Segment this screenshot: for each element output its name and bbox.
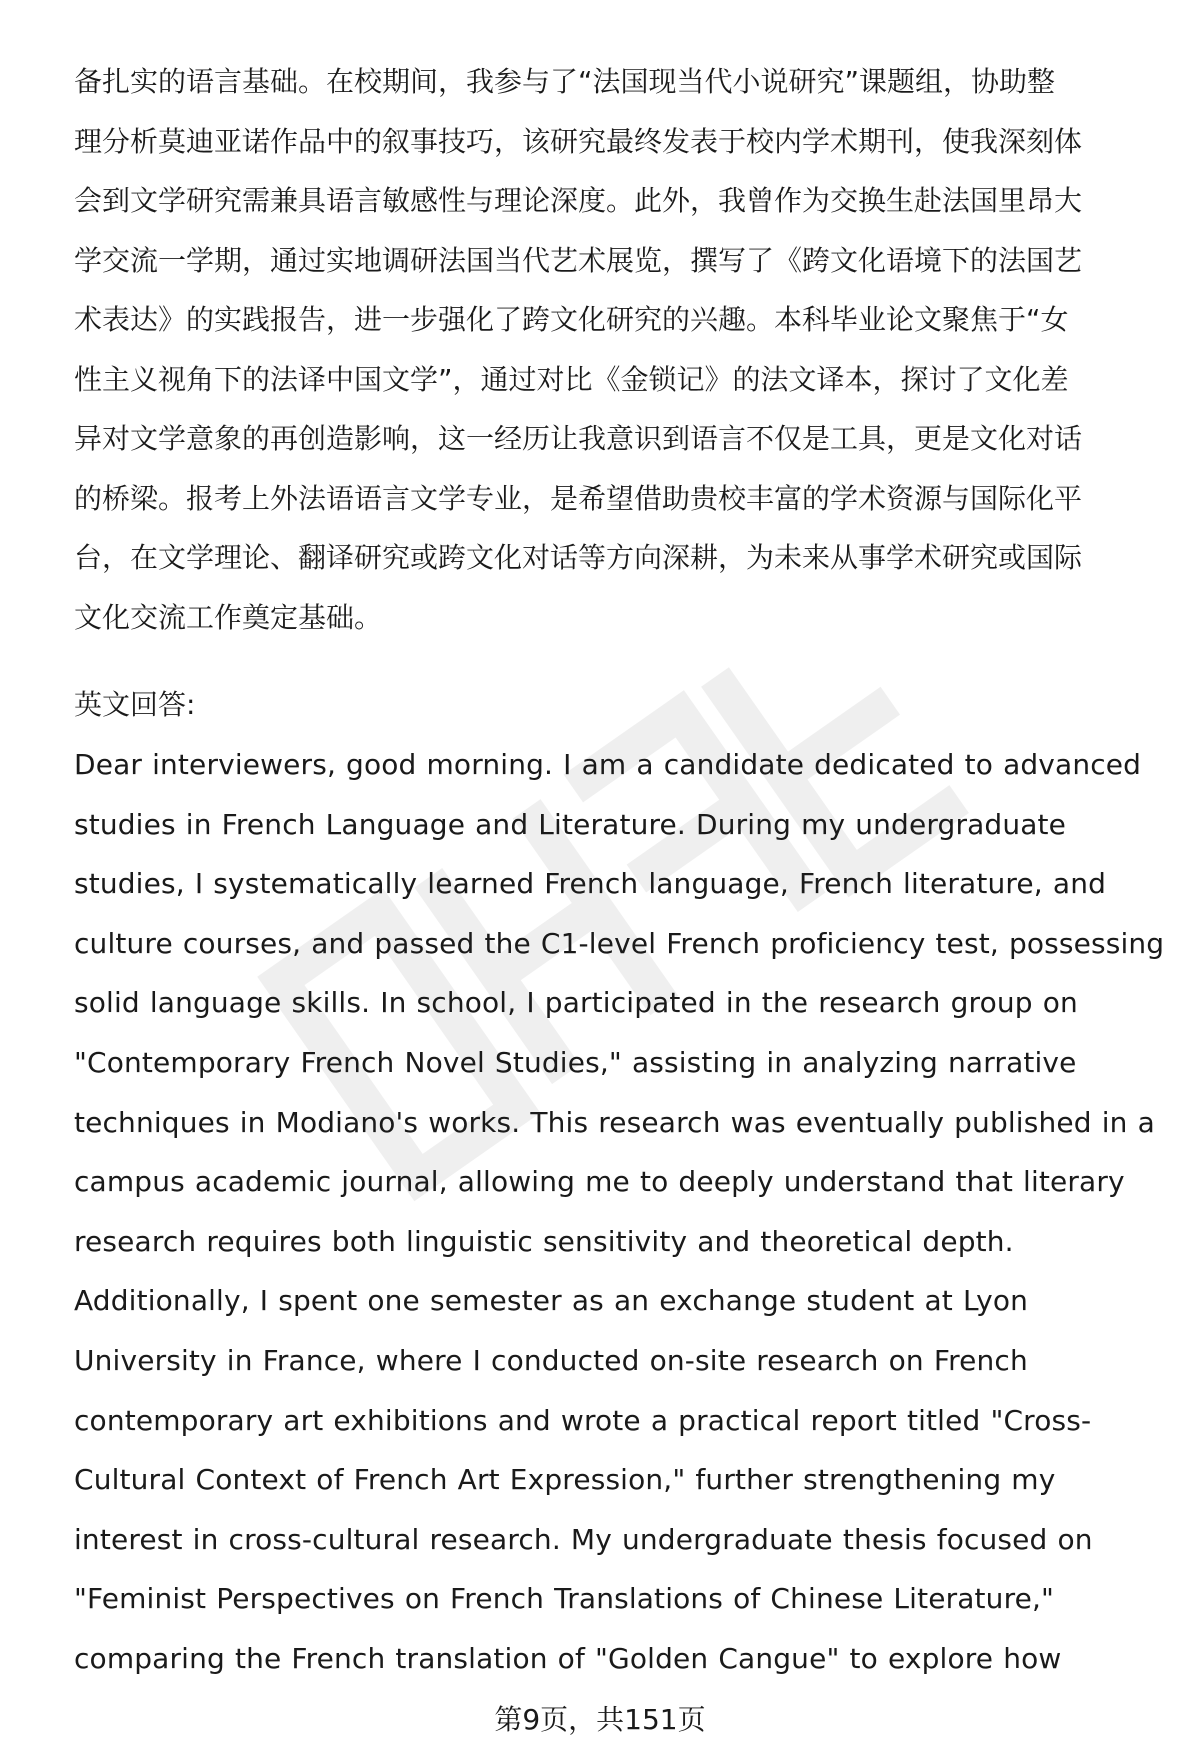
en-line: studies in French Language and Literature. During my undergraduate [74,807,1067,841]
zh-line: 的桥梁。报考上外法语语言文学专业，是希望借助贵校丰富的学术资源与国际化平 [74,481,1083,515]
en-line: campus academic journal, allowing me to deeply understand that literary [74,1165,1125,1199]
zh-line: 学交流一学期，通过实地调研法国当代艺术展览，撰写了《跨文化语境下的法国艺 [74,243,1083,277]
en-line: "Feminist Perspectives on French Translations of Chinese Literature," [74,1582,1055,1616]
english-answer-label: 英文回答: [74,688,196,721]
zh-line: 会到文学研究需兼具语言敏感性与理论深度。此外，我曾作为交换生赴法国里昂大 [74,184,1083,217]
en-line: studies, I systematically learned French language, French literature, and [74,867,1107,901]
en-line: Additionally, I spent one semester as an exchange student at Lyon [74,1284,1029,1318]
zh-line: 台，在文学理论、翻译研究或跨文化对话等方向深耕，为未来从事学术研究或国际 [74,541,1083,574]
chinese-answer-paragraph [74,52,1146,647]
english-answer-paragraph [74,735,1165,1689]
zh-line: 备扎实的语言基础。在校期间，我参与了“法国现当代小说研究”课题组，协助整 [74,65,1056,98]
en-line: comparing the French translation of "Golden Cangue" to explore how [74,1641,1062,1675]
document-page [74,52,1165,1689]
en-line: culture courses, and passed the C1-level French proficiency test, possessing [74,926,1165,960]
zh-line: 性主义视角下的法译中国文学”，通过对比《金锁记》的法文译本，探讨了文化差 [74,362,1069,396]
en-line: Cultural Context of French Art Expression," further strengthening my [74,1463,1056,1497]
en-line: research requires both linguistic sensitivity and theoretical depth. [74,1224,1014,1258]
page-number-footer: 第9页，共151页 [494,1703,706,1736]
en-line: solid language skills. In school, I participated in the research group on [74,986,1078,1020]
zh-line: 文化交流工作奠定基础。 [74,600,383,634]
zh-line: 理分析莫迪亚诺作品中的叙事技巧，该研究最终发表于校内学术期刊，使我深刻体 [74,124,1083,158]
zh-line: 异对文学意象的再创造影响，这一经历让我意识到语言不仅是工具，更是文化对话 [74,422,1083,455]
en-line: University in France, where I conducted on-site research on French [74,1343,1028,1377]
en-line: techniques in Modiano's works. This research was eventually published in a [74,1105,1155,1139]
en-line: contemporary art exhibitions and wrote a practical report titled "Cross- [74,1403,1092,1437]
en-line: Dear interviewers, good morning. I am a candidate dedicated to advanced [74,748,1142,781]
en-line: interest in cross-cultural research. My undergraduate thesis focused on [74,1522,1093,1556]
en-line: "Contemporary French Novel Studies," assisting in analyzing narrative [74,1045,1077,1079]
zh-line: 术表达》的实践报告，进一步强化了跨文化研究的兴趣。本科毕业论文聚焦于“女 [74,303,1069,336]
